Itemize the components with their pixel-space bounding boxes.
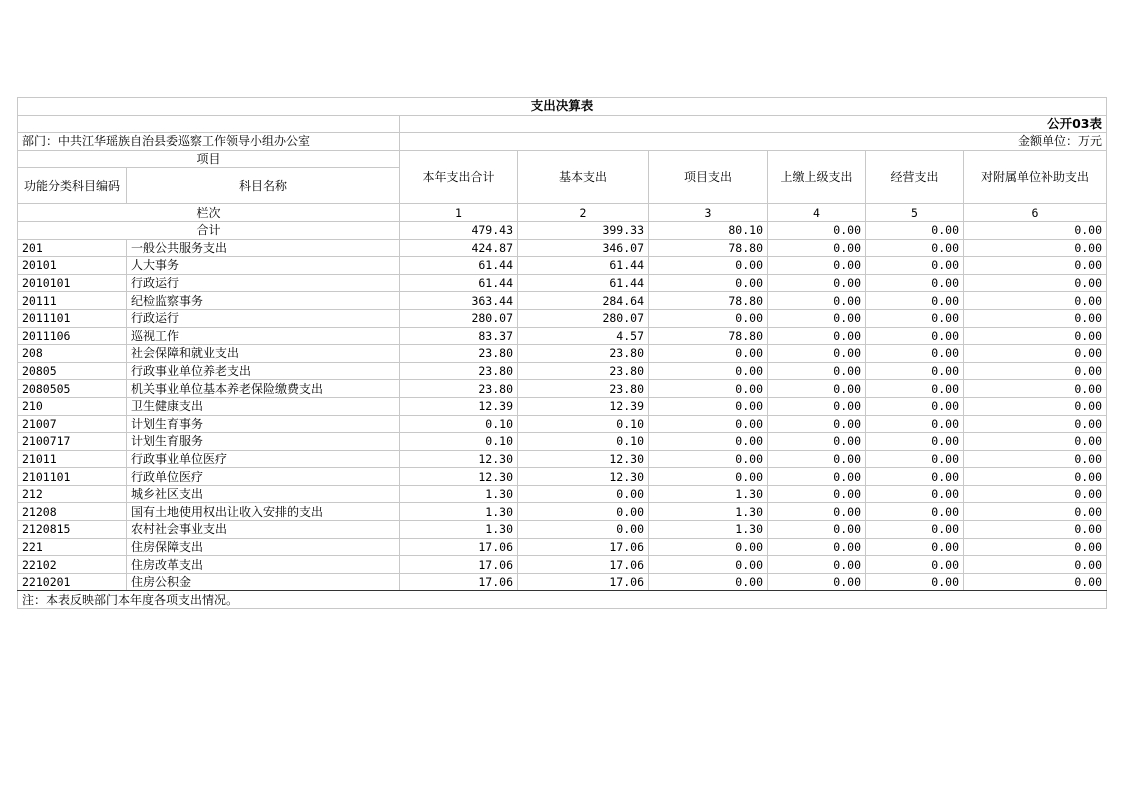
row-value: 0.00: [768, 380, 866, 398]
row-value: 0.00: [866, 309, 964, 327]
row-value: 0.00: [866, 327, 964, 345]
table-row: [18, 327, 1107, 345]
row-value: 346.07: [518, 239, 649, 257]
row-name: 住房保障支出: [127, 538, 400, 556]
row-code: 2120815: [18, 521, 127, 539]
row-value: 12.30: [518, 468, 649, 486]
row-value: 12.39: [400, 397, 518, 415]
row-code: 2080505: [18, 380, 127, 398]
row-value: 0.00: [768, 556, 866, 574]
row-value: 0.00: [649, 433, 768, 451]
row-value: 0.00: [866, 538, 964, 556]
row-value: 83.37: [400, 327, 518, 345]
row-value: 0.00: [768, 521, 866, 539]
row-value: 0.00: [866, 274, 964, 292]
row-name: 农村社会事业支出: [127, 521, 400, 539]
row-value: 0.00: [866, 468, 964, 486]
title-row: [18, 98, 1107, 116]
row-value: 17.06: [518, 556, 649, 574]
row-value: 0.00: [964, 397, 1107, 415]
row-name: 一般公共服务支出: [127, 239, 400, 257]
table-row: [18, 556, 1107, 574]
total-value: 80.10: [649, 221, 768, 239]
total-value: 0.00: [964, 221, 1107, 239]
row-value: 23.80: [518, 345, 649, 363]
row-code: 21011: [18, 450, 127, 468]
row-code: 2210201: [18, 573, 127, 591]
header-project: 项目: [18, 150, 400, 168]
row-code: 2011101: [18, 309, 127, 327]
row-value: 0.00: [768, 362, 866, 380]
header-project-expense: 项目支出: [649, 150, 768, 204]
header-subsidy: 对附属单位补助支出: [964, 150, 1107, 204]
row-code: 212: [18, 485, 127, 503]
row-value: 0.00: [964, 468, 1107, 486]
table-row: [18, 450, 1107, 468]
row-value: 0.00: [649, 468, 768, 486]
row-value: 61.44: [400, 257, 518, 275]
row-code: 20805: [18, 362, 127, 380]
row-name: 住房改革支出: [127, 556, 400, 574]
table-row: [18, 538, 1107, 556]
row-value: 12.30: [400, 468, 518, 486]
table-row: [18, 397, 1107, 415]
row-value: 0.00: [518, 521, 649, 539]
table-row: [18, 415, 1107, 433]
table-number: 公开03表: [400, 115, 1107, 133]
row-value: 424.87: [400, 239, 518, 257]
row-value: 0.10: [400, 415, 518, 433]
row-value: 0.00: [649, 274, 768, 292]
row-value: 0.00: [768, 309, 866, 327]
row-value: 0.00: [866, 485, 964, 503]
row-value: 0.00: [768, 239, 866, 257]
row-value: 0.00: [964, 538, 1107, 556]
row-code: 22102: [18, 556, 127, 574]
table-row: [18, 521, 1107, 539]
column-index-5: 5: [866, 204, 964, 222]
row-value: 78.80: [649, 292, 768, 310]
row-code: 2100717: [18, 433, 127, 451]
row-value: 17.06: [400, 573, 518, 591]
table-row: [18, 345, 1107, 363]
row-value: 0.00: [866, 239, 964, 257]
row-value: 0.00: [866, 503, 964, 521]
row-value: 0.00: [768, 345, 866, 363]
row-code: 20111: [18, 292, 127, 310]
row-value: 0.00: [768, 573, 866, 591]
row-value: 4.57: [518, 327, 649, 345]
department-label: 部门：中共江华瑶族自治县委巡察工作领导小组办公室: [18, 133, 400, 151]
row-value: 0.10: [518, 433, 649, 451]
row-value: 0.00: [768, 257, 866, 275]
unit-label: 金额单位：万元: [400, 133, 1107, 151]
row-value: 0.00: [768, 292, 866, 310]
row-value: 0.00: [964, 415, 1107, 433]
row-value: 12.39: [518, 397, 649, 415]
row-value: 0.00: [964, 433, 1107, 451]
table-number-row: [18, 115, 1107, 133]
row-name: 行政单位医疗: [127, 468, 400, 486]
row-value: 61.44: [400, 274, 518, 292]
header-row-1: [18, 150, 1107, 168]
row-value: 1.30: [400, 503, 518, 521]
row-value: 0.00: [964, 274, 1107, 292]
row-value: 0.00: [964, 362, 1107, 380]
column-index-row: [18, 204, 1107, 222]
table-row: [18, 309, 1107, 327]
expenditure-sheet: [17, 97, 1106, 609]
note-row: [18, 591, 1107, 609]
row-value: 0.00: [649, 309, 768, 327]
column-index-label: 栏次: [18, 204, 400, 222]
row-value: 363.44: [400, 292, 518, 310]
total-value: 0.00: [768, 221, 866, 239]
table-row: [18, 468, 1107, 486]
row-value: 0.00: [964, 503, 1107, 521]
row-value: 0.00: [964, 485, 1107, 503]
row-code: 208: [18, 345, 127, 363]
row-code: 2101101: [18, 468, 127, 486]
table-row: [18, 239, 1107, 257]
row-value: 0.00: [866, 433, 964, 451]
table-row: [18, 292, 1107, 310]
department-row: [18, 133, 1107, 151]
row-value: 17.06: [518, 538, 649, 556]
row-value: 61.44: [518, 257, 649, 275]
column-index-3: 3: [649, 204, 768, 222]
row-value: 17.06: [518, 573, 649, 591]
row-value: 23.80: [518, 380, 649, 398]
row-name: 卫生健康支出: [127, 397, 400, 415]
row-name: 社会保障和就业支出: [127, 345, 400, 363]
row-code: 201: [18, 239, 127, 257]
row-value: 1.30: [400, 521, 518, 539]
row-value: 0.00: [964, 239, 1107, 257]
row-name: 人大事务: [127, 257, 400, 275]
row-name: 住房公积金: [127, 573, 400, 591]
row-value: 17.06: [400, 556, 518, 574]
row-name: 巡视工作: [127, 327, 400, 345]
row-value: 1.30: [649, 521, 768, 539]
header-basic: 基本支出: [518, 150, 649, 204]
row-value: 78.80: [649, 327, 768, 345]
row-value: 23.80: [400, 380, 518, 398]
row-value: 0.00: [649, 538, 768, 556]
row-name: 行政运行: [127, 309, 400, 327]
row-value: 0.00: [964, 573, 1107, 591]
row-value: 0.00: [768, 503, 866, 521]
row-value: 0.00: [866, 292, 964, 310]
row-value: 12.30: [400, 450, 518, 468]
row-code: 2010101: [18, 274, 127, 292]
row-value: 0.00: [866, 345, 964, 363]
table-row: [18, 503, 1107, 521]
row-value: 0.00: [964, 292, 1107, 310]
table-row: [18, 573, 1107, 591]
row-value: 0.00: [866, 257, 964, 275]
total-label: 合计: [18, 221, 400, 239]
row-code: 2011106: [18, 327, 127, 345]
row-value: 0.00: [518, 485, 649, 503]
table-row: [18, 362, 1107, 380]
column-index-1: 1: [400, 204, 518, 222]
row-code: 20101: [18, 257, 127, 275]
table-row: [18, 257, 1107, 275]
row-value: 23.80: [400, 345, 518, 363]
row-value: 23.80: [518, 362, 649, 380]
row-name: 国有土地使用权出让收入安排的支出: [127, 503, 400, 521]
row-value: 0.00: [866, 362, 964, 380]
row-value: 0.00: [768, 468, 866, 486]
row-value: 0.00: [768, 327, 866, 345]
row-value: 0.00: [866, 397, 964, 415]
row-name: 行政运行: [127, 274, 400, 292]
row-value: 0.00: [866, 450, 964, 468]
row-value: 0.00: [649, 257, 768, 275]
row-value: 0.00: [649, 450, 768, 468]
row-value: 0.00: [768, 397, 866, 415]
row-value: 0.00: [518, 503, 649, 521]
row-value: 23.80: [400, 362, 518, 380]
row-name: 城乡社区支出: [127, 485, 400, 503]
row-name: 计划生育事务: [127, 415, 400, 433]
row-value: 61.44: [518, 274, 649, 292]
row-code: 21208: [18, 503, 127, 521]
row-value: 12.30: [518, 450, 649, 468]
row-name: 行政事业单位养老支出: [127, 362, 400, 380]
row-value: 0.00: [964, 327, 1107, 345]
row-value: 0.00: [649, 573, 768, 591]
row-value: 1.30: [649, 485, 768, 503]
header-business: 经营支出: [866, 150, 964, 204]
row-value: 0.00: [866, 415, 964, 433]
row-value: 0.00: [964, 521, 1107, 539]
row-value: 0.00: [964, 257, 1107, 275]
row-value: 0.00: [768, 485, 866, 503]
expenditure-table: [17, 97, 1107, 609]
row-value: 280.07: [518, 309, 649, 327]
table-row: [18, 380, 1107, 398]
column-index-6: 6: [964, 204, 1107, 222]
row-value: 0.00: [866, 573, 964, 591]
row-value: 0.00: [964, 556, 1107, 574]
row-value: 0.00: [649, 345, 768, 363]
row-value: 0.00: [964, 450, 1107, 468]
row-code: 221: [18, 538, 127, 556]
row-code: 210: [18, 397, 127, 415]
row-value: 0.00: [649, 556, 768, 574]
total-value: 479.43: [400, 221, 518, 239]
row-code: 21007: [18, 415, 127, 433]
row-value: 0.00: [866, 521, 964, 539]
row-value: 0.00: [964, 345, 1107, 363]
row-value: 0.00: [768, 274, 866, 292]
row-name: 纪检监察事务: [127, 292, 400, 310]
row-value: 0.00: [768, 450, 866, 468]
row-value: 1.30: [649, 503, 768, 521]
table-row: [18, 485, 1107, 503]
table-row: [18, 433, 1107, 451]
row-value: 0.00: [866, 556, 964, 574]
row-value: 284.64: [518, 292, 649, 310]
header-name: 科目名称: [127, 168, 400, 204]
table-note: 注：本表反映部门本年度各项支出情况。: [18, 591, 1107, 609]
row-value: 0.00: [649, 415, 768, 433]
row-value: 0.00: [768, 415, 866, 433]
row-name: 机关事业单位基本养老保险缴费支出: [127, 380, 400, 398]
header-code: 功能分类科目编码: [18, 168, 127, 204]
row-value: 78.80: [649, 239, 768, 257]
row-value: 0.00: [964, 309, 1107, 327]
column-index-2: 2: [518, 204, 649, 222]
row-value: 0.00: [649, 397, 768, 415]
row-value: 0.00: [866, 380, 964, 398]
total-value: 0.00: [866, 221, 964, 239]
row-value: 0.00: [649, 362, 768, 380]
row-value: 0.00: [964, 380, 1107, 398]
row-value: 1.30: [400, 485, 518, 503]
row-name: 行政事业单位医疗: [127, 450, 400, 468]
row-value: 17.06: [400, 538, 518, 556]
header-upper: 上缴上级支出: [768, 150, 866, 204]
row-value: 0.00: [768, 538, 866, 556]
total-row: [18, 221, 1107, 239]
row-value: 0.10: [400, 433, 518, 451]
table-title: 支出决算表: [18, 98, 1107, 116]
row-value: 0.00: [649, 380, 768, 398]
table-row: [18, 274, 1107, 292]
row-value: 280.07: [400, 309, 518, 327]
total-value: 399.33: [518, 221, 649, 239]
header-total: 本年支出合计: [400, 150, 518, 204]
row-value: 0.00: [768, 433, 866, 451]
row-value: 0.10: [518, 415, 649, 433]
row-name: 计划生育服务: [127, 433, 400, 451]
column-index-4: 4: [768, 204, 866, 222]
